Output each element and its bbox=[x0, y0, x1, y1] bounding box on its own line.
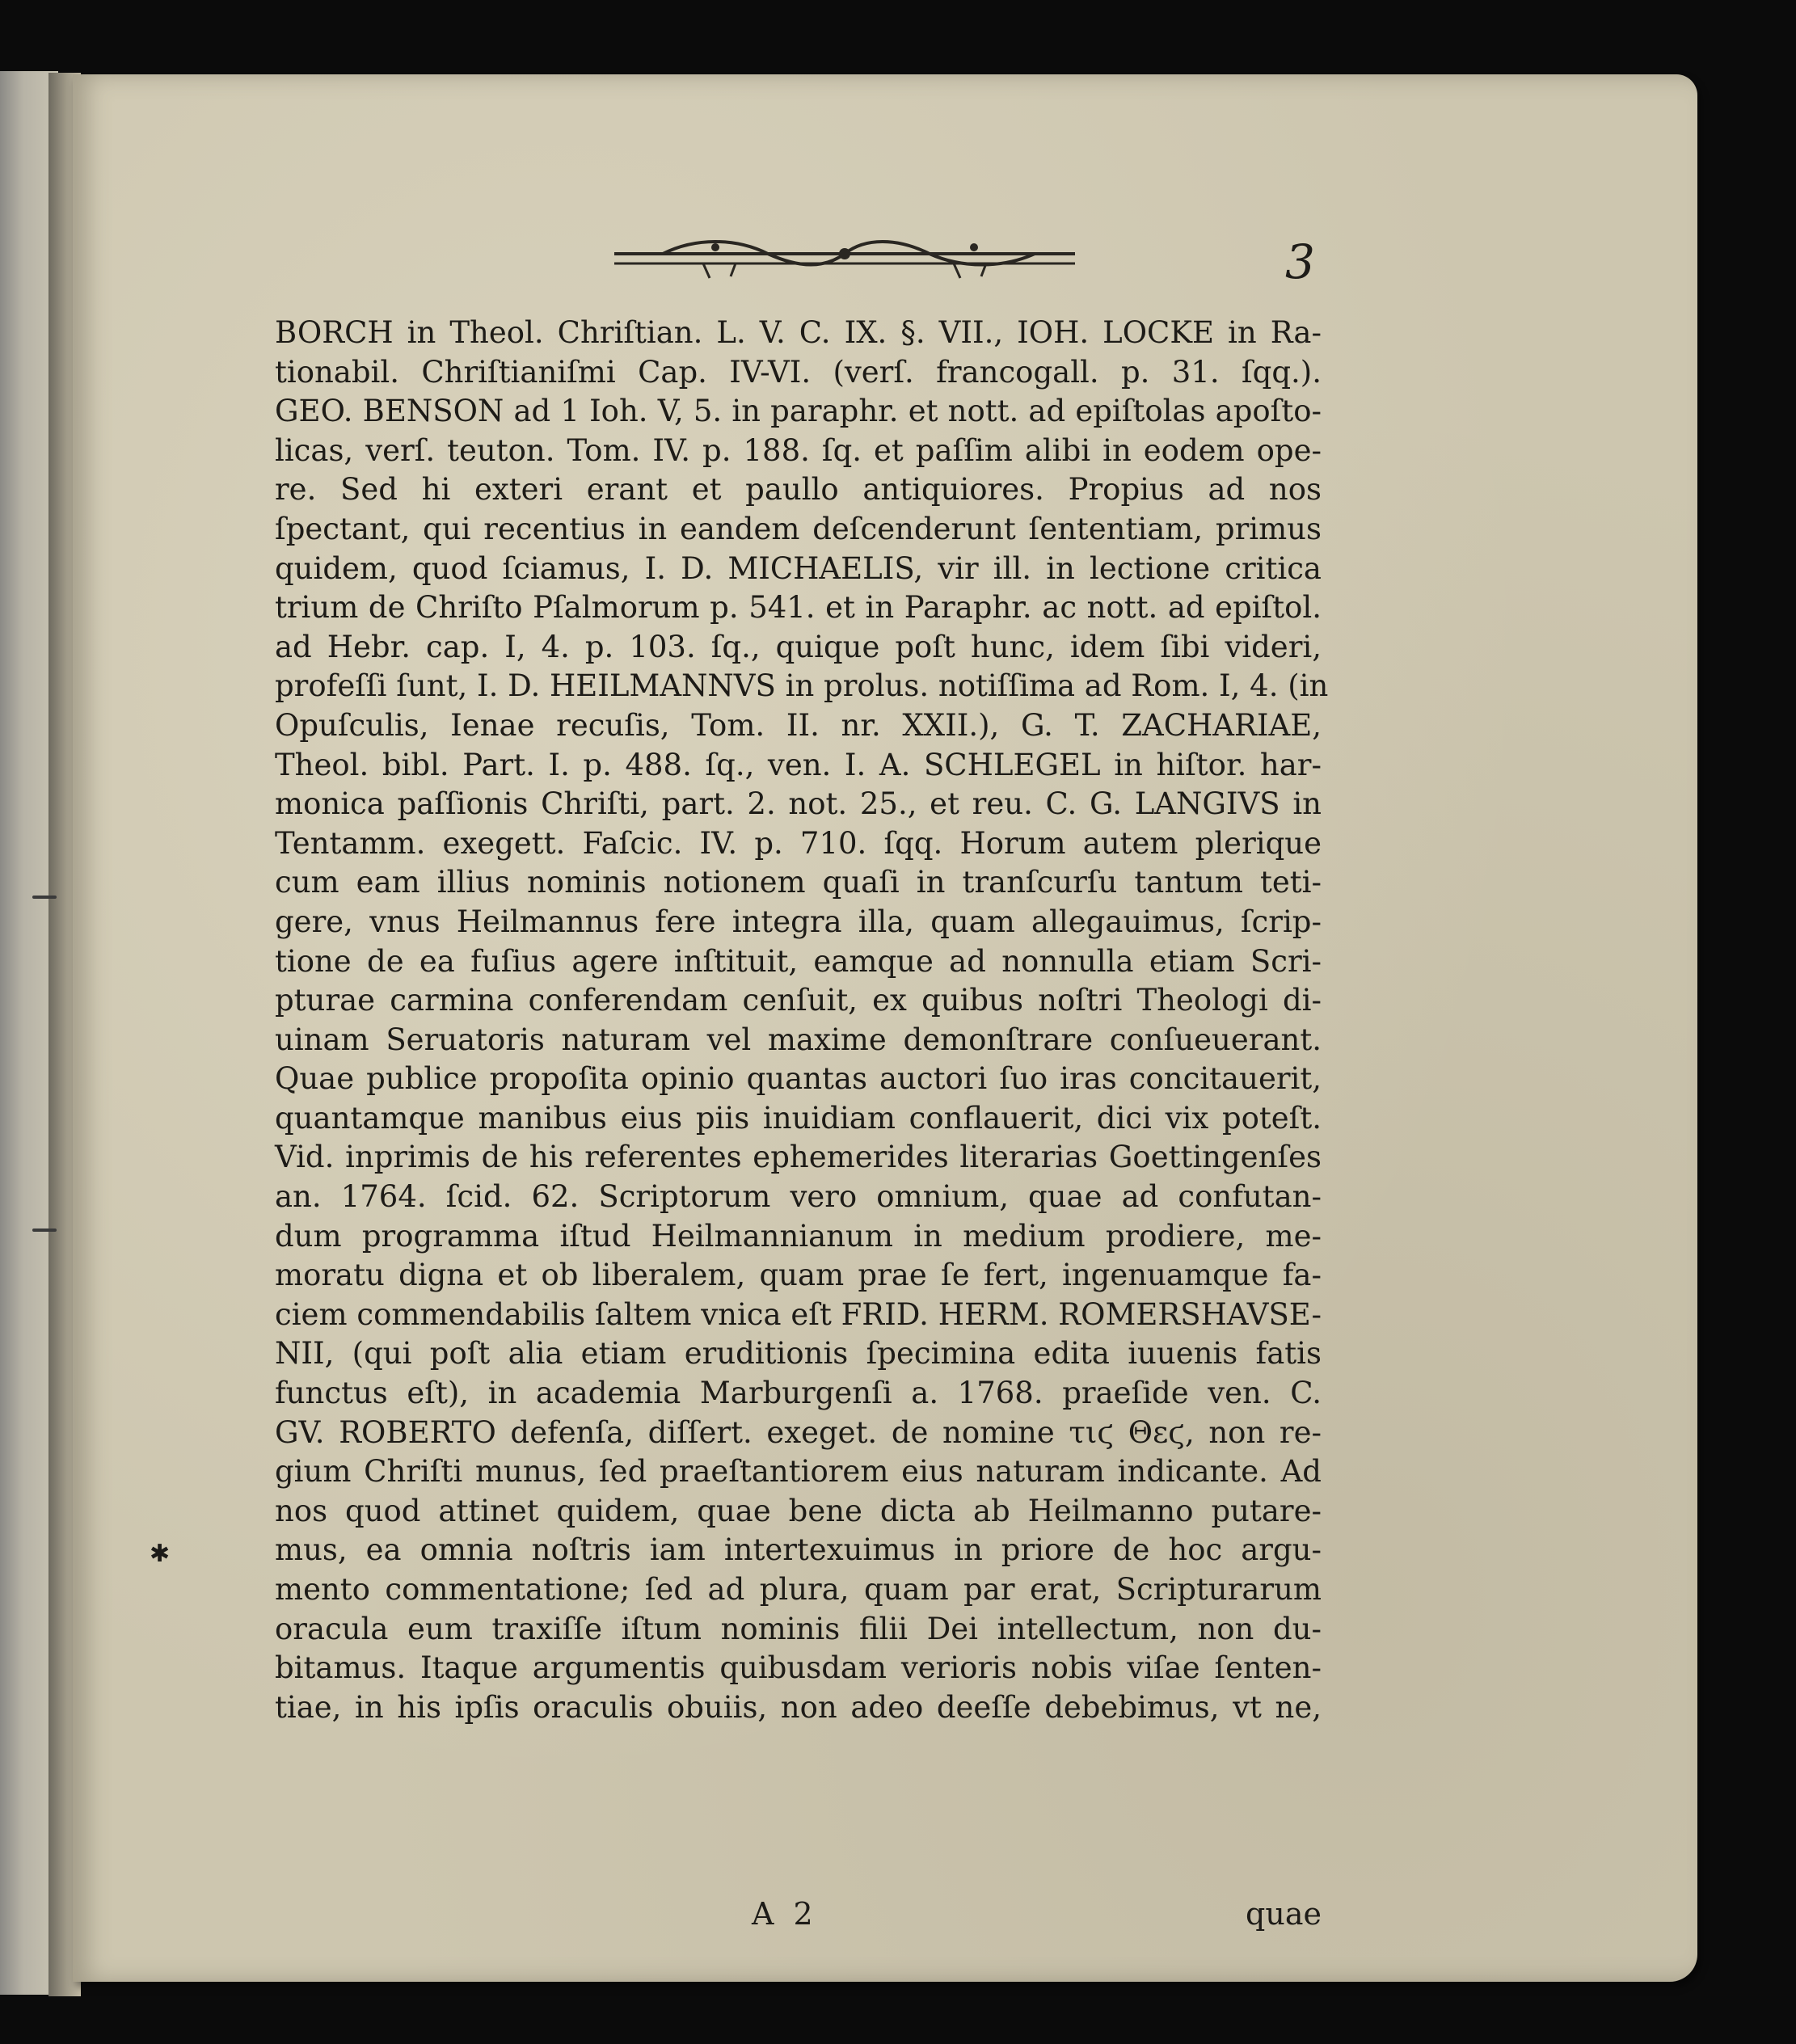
binding-stitch bbox=[32, 1229, 57, 1232]
text-line: Vid. inprimis de his referentes ephemerides literarias Goettingenſes bbox=[275, 1140, 1322, 1175]
text-line: BORCH in Theol. Chriſtian. L. V. C. IX. §. VII., IOH. LOCKE in Ra- bbox=[275, 315, 1322, 350]
text-line: mento commentatione; ſed ad plura, quam par erat, Scripturarum bbox=[275, 1572, 1322, 1607]
text-line: tiae, in his ipſis oraculis obuiis, non adeo deeſſe debebimus, vt ne, bbox=[275, 1689, 1322, 1725]
text-line: pturae carmina conferendam cenſuit, ex quibus noſtri Theologi di- bbox=[275, 983, 1322, 1018]
signature-mark: A 2 bbox=[752, 1896, 818, 1932]
header-ornament bbox=[614, 236, 1075, 284]
text-line: NII, (qui poſt alia etiam eruditionis ſpecimina edita iuuenis fatis bbox=[275, 1336, 1322, 1372]
binding-stitch bbox=[32, 896, 57, 899]
text-line: profeſſi ſunt, I. D. HEILMANNVS in prolus. notiſſima ad Rom. I, 4. (in bbox=[275, 668, 1329, 704]
text-line: nos quod attinet quidem, quae bene dicta ab Heilmanno putare- bbox=[275, 1493, 1322, 1528]
text-line: gere, vnus Heilmannus fere integra illa, quam allegauimus, ſcrip- bbox=[275, 904, 1322, 939]
text-line: tionabil. Chriſtianiſmi Cap. IV-VI. (verſ. francogall. p. 31. ſqq.). bbox=[275, 354, 1322, 390]
text-line: re. Sed hi exteri erant et paullo antiquiores. Propius ad nos bbox=[275, 472, 1322, 508]
text-line: licas, verſ. teuton. Tom. IV. p. 188. ſq. et paſſim alibi in eodem ope- bbox=[275, 432, 1322, 468]
text-line: GV. ROBERTO defenſa, diſſert. exeget. de nomine τιϛ Θεϛ, non re- bbox=[275, 1414, 1322, 1450]
text-line: Theol. bibl. Part. I. p. 488. ſq., ven. I. A. SCHLEGEL in hiſtor. har- bbox=[275, 747, 1322, 782]
text-line: moratu digna et ob liberalem, quam prae ſe fert, ingenuamque fa- bbox=[275, 1258, 1322, 1293]
text-line: Opuſculis, Ienae recuſis, Tom. II. nr. XXII.), G. T. ZACHARIAE, bbox=[275, 707, 1322, 743]
text-line: Quae publice propoſita opinio quantas auctori ſuo iras concitauerit, bbox=[275, 1061, 1322, 1097]
body-text bbox=[275, 314, 1329, 1727]
text-line: an. 1764. ſcid. 62. Scriptorum vero omnium, quae ad confutan- bbox=[275, 1179, 1322, 1215]
text-line: ciem commendabilis ſaltem vnica eſt FRID. HERM. ROMERSHAVSE- bbox=[275, 1296, 1322, 1332]
text-line: ad Hebr. cap. I, 4. p. 103. ſq., quique poſt hunc, idem ſibi videri, bbox=[275, 629, 1322, 664]
text-line: mus, ea omnia noſtris iam intertexuimus in priore de hoc argu- bbox=[275, 1532, 1322, 1568]
margin-star-mark: ✱ bbox=[150, 1540, 171, 1568]
text-line: uinam Seruatoris naturam vel maxime demonſtrare conſueuerant. bbox=[275, 1022, 1322, 1057]
text-line: quantamque manibus eius piis inuidiam conflauerit, dici vix poteſt. bbox=[275, 1100, 1322, 1136]
page-number: 3 bbox=[1285, 234, 1315, 289]
text-line: quidem, quod ſciamus, I. D. MICHAELIS, vir ill. in lectione critica bbox=[275, 550, 1322, 586]
page-footer bbox=[275, 1896, 1322, 1937]
text-line: cum eam illius nominis notionem quaſi in tranſcurſu tantum teti- bbox=[275, 865, 1322, 900]
text-line: bitamus. Itaque argumentis quibusdam verioris nobis viſae ſenten- bbox=[275, 1650, 1322, 1686]
text-line: trium de Chriſto Pſalmorum p. 541. et in Paraphr. ac nott. ad epiſtol. bbox=[275, 590, 1322, 626]
text-line: dum programma iſtud Heilmannianum in medium prodiere, me- bbox=[275, 1218, 1322, 1254]
text-line: oracula eum traxiſſe iſtum nominis filii Dei intellectum, non du- bbox=[275, 1611, 1322, 1646]
text-line: GEO. BENSON ad 1 Ioh. V, 5. in paraphr. et nott. ad epiſtolas apoſto- bbox=[275, 394, 1322, 429]
text-line: gium Chriſti munus, ſed praeſtantiorem eius naturam indicante. Ad bbox=[275, 1454, 1322, 1490]
catchword: quae bbox=[1246, 1896, 1322, 1932]
text-line: tione de ea fuſius agere inſtituit, eamque ad nonnulla etiam Scri- bbox=[275, 943, 1322, 979]
text-line: functus eſt), in academia Marburgenſi a. 1768. praeſide ven. C. bbox=[275, 1376, 1322, 1411]
text-line: monica paſſionis Chriſti, part. 2. not. 25., et reu. C. G. LANGIVS in bbox=[275, 786, 1322, 822]
text-line: Tentamm. exegett. Faſcic. IV. p. 710. ſqq. Horum autem plerique bbox=[275, 825, 1322, 861]
text-line: ſpectant, qui recentius in eandem deſcenderunt ſententiam, primus bbox=[275, 511, 1322, 546]
